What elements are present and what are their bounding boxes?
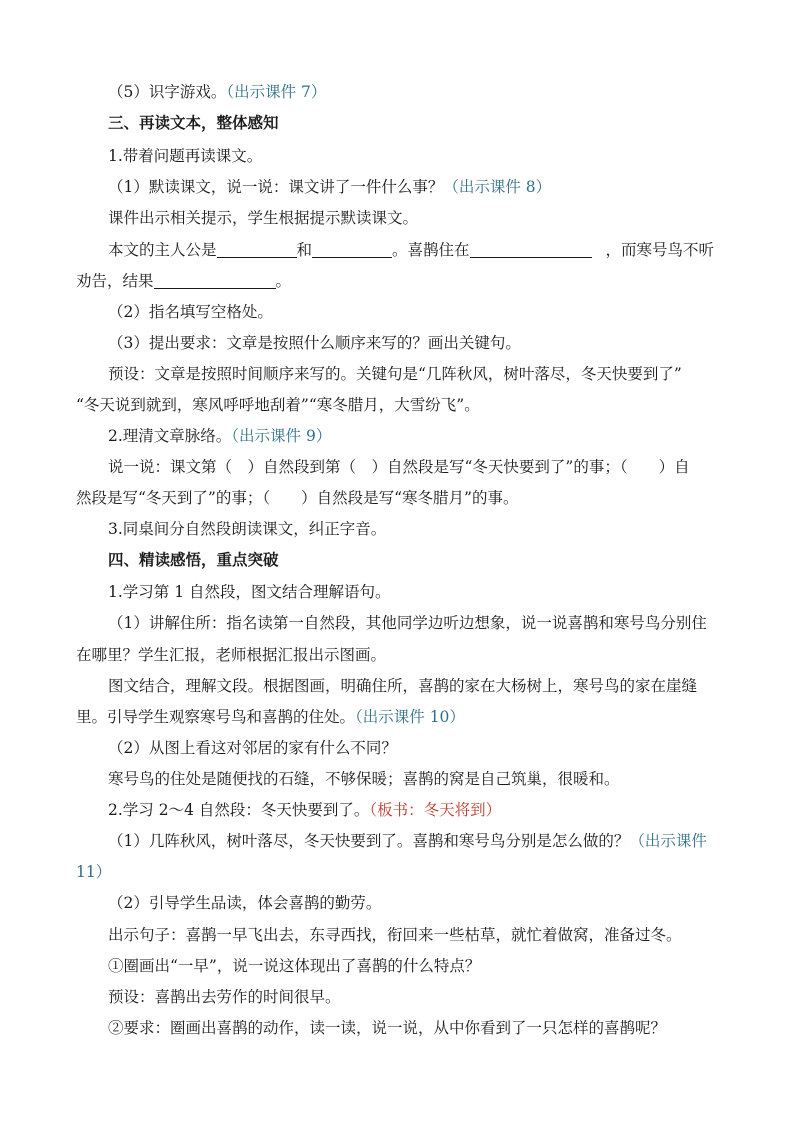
paragraph: （2）引导学生品读，体会喜鹊的勤劳。 — [108, 894, 382, 912]
paragraph: （2）从图上看这对邻居的家有什么不同？ — [108, 739, 397, 757]
courseware-note: （出示课件 — [629, 832, 707, 850]
text: （1）默读课文，说一说：课文讲了一件什么事？ — [108, 178, 444, 196]
paragraph: 然段是写“冬天到了”的事；（ ）自然段是写“寒冬腊月”的事。 — [76, 489, 519, 507]
paragraph: 说一说：课文第（ ）自然段到第（ ）自然段是写“冬天快要到了”的事；（ ）自 — [108, 458, 690, 476]
answer-blank — [470, 241, 592, 258]
text: ，而寒号鸟不听 — [605, 241, 715, 259]
answer-blank — [154, 272, 276, 289]
paragraph — [108, 177, 551, 197]
paragraph: 预设：文章是按照时间顺序来写的。关键句是“几阵秋风，树叶落尽，冬天快要到了” — [108, 365, 682, 383]
paragraph: 1.学习第 1 自然段，图文结合理解语句。 — [108, 583, 391, 601]
text: 和 — [296, 241, 313, 259]
text: 。 — [275, 272, 292, 290]
text: 。喜鹊住在 — [392, 241, 470, 259]
paragraph: 1.带着问题再读课文。 — [108, 147, 263, 165]
paragraph — [108, 831, 707, 851]
answer-blank — [217, 241, 297, 258]
text: 本文的主人公是 — [108, 241, 217, 259]
paragraph: （2）指名填写空格处。 — [108, 303, 273, 321]
paragraph: “冬天说到就到，寒风呼呼地刮着”“寒冬腊月，大雪纷飞”。 — [76, 396, 480, 414]
paragraph — [108, 426, 331, 446]
text: 劝告，结果 — [76, 272, 154, 290]
fill-in-paragraph — [76, 271, 291, 291]
courseware-note: （出示课件 9） — [231, 427, 332, 445]
paragraph: 预设：喜鹊出去劳作的时间很早。 — [108, 988, 341, 1006]
paragraph: 3.同桌间分自然段朗读课文，纠正字音。 — [108, 520, 387, 538]
paragraph: 出示句子：喜鹊一早飞出去，东寻西找，衔回来一些枯草，就忙着做窝，准备过冬。 — [108, 926, 682, 944]
text: 2.学习 2～4 自然段：冬天快要到了。 — [108, 801, 370, 819]
paragraph — [108, 82, 326, 102]
section-heading: 三、再读文本，整体感知 — [108, 113, 279, 132]
answer-blank — [312, 241, 392, 258]
paragraph: ①圈画出“一早”，说一说这体现出了喜鹊的什么特点？ — [108, 957, 481, 975]
paragraph: 在哪里？学生汇报，老师根据汇报出示图画。 — [76, 646, 387, 664]
paragraph: 课件出示相关提示，学生根据提示默读课文。 — [108, 209, 419, 227]
text: （1）几阵秋风，树叶落尽，冬天快要到了。喜鹊和寒号鸟分别是怎么做的？ — [108, 832, 630, 850]
text: 2.理清文章脉络。 — [108, 427, 232, 445]
paragraph: 图文结合，理解文段。根据图画，明确住所，喜鹊的家在大杨树上，寒号鸟的家在崖缝 — [108, 677, 698, 695]
paragraph — [76, 707, 465, 727]
paragraph: （1）讲解住所：指名读第一自然段，其他同学边听边想象，说一说喜鹊和寒号鸟分别住 — [108, 614, 707, 632]
courseware-note: （出示课件 10） — [355, 708, 465, 726]
fill-in-paragraph — [108, 240, 714, 260]
paragraph: ②要求：圈画出喜鹊的动作，读一读，说一说，从中你看到了一只怎样的喜鹊呢？ — [108, 1019, 667, 1037]
board-note: （板书：冬天将到） — [369, 801, 502, 819]
paragraph: （3）提出要求：文章是按照什么顺序来写的？画出关键句。 — [108, 334, 521, 352]
courseware-note: （出示课件 7） — [226, 83, 327, 101]
text: 里。引导学生观察寒号鸟和喜鹊的住处。 — [76, 708, 356, 726]
paragraph — [108, 800, 501, 820]
section-heading: 四、精读感悟，重点突破 — [108, 550, 279, 569]
paragraph: 寒号鸟的住处是随便找的石缝，不够保暖；喜鹊的窝是自己筑巢，很暖和。 — [108, 770, 620, 788]
text: （5）识字游戏。 — [108, 83, 227, 101]
courseware-note: 11） — [76, 863, 112, 881]
courseware-note: （出示课件 8） — [443, 178, 552, 196]
